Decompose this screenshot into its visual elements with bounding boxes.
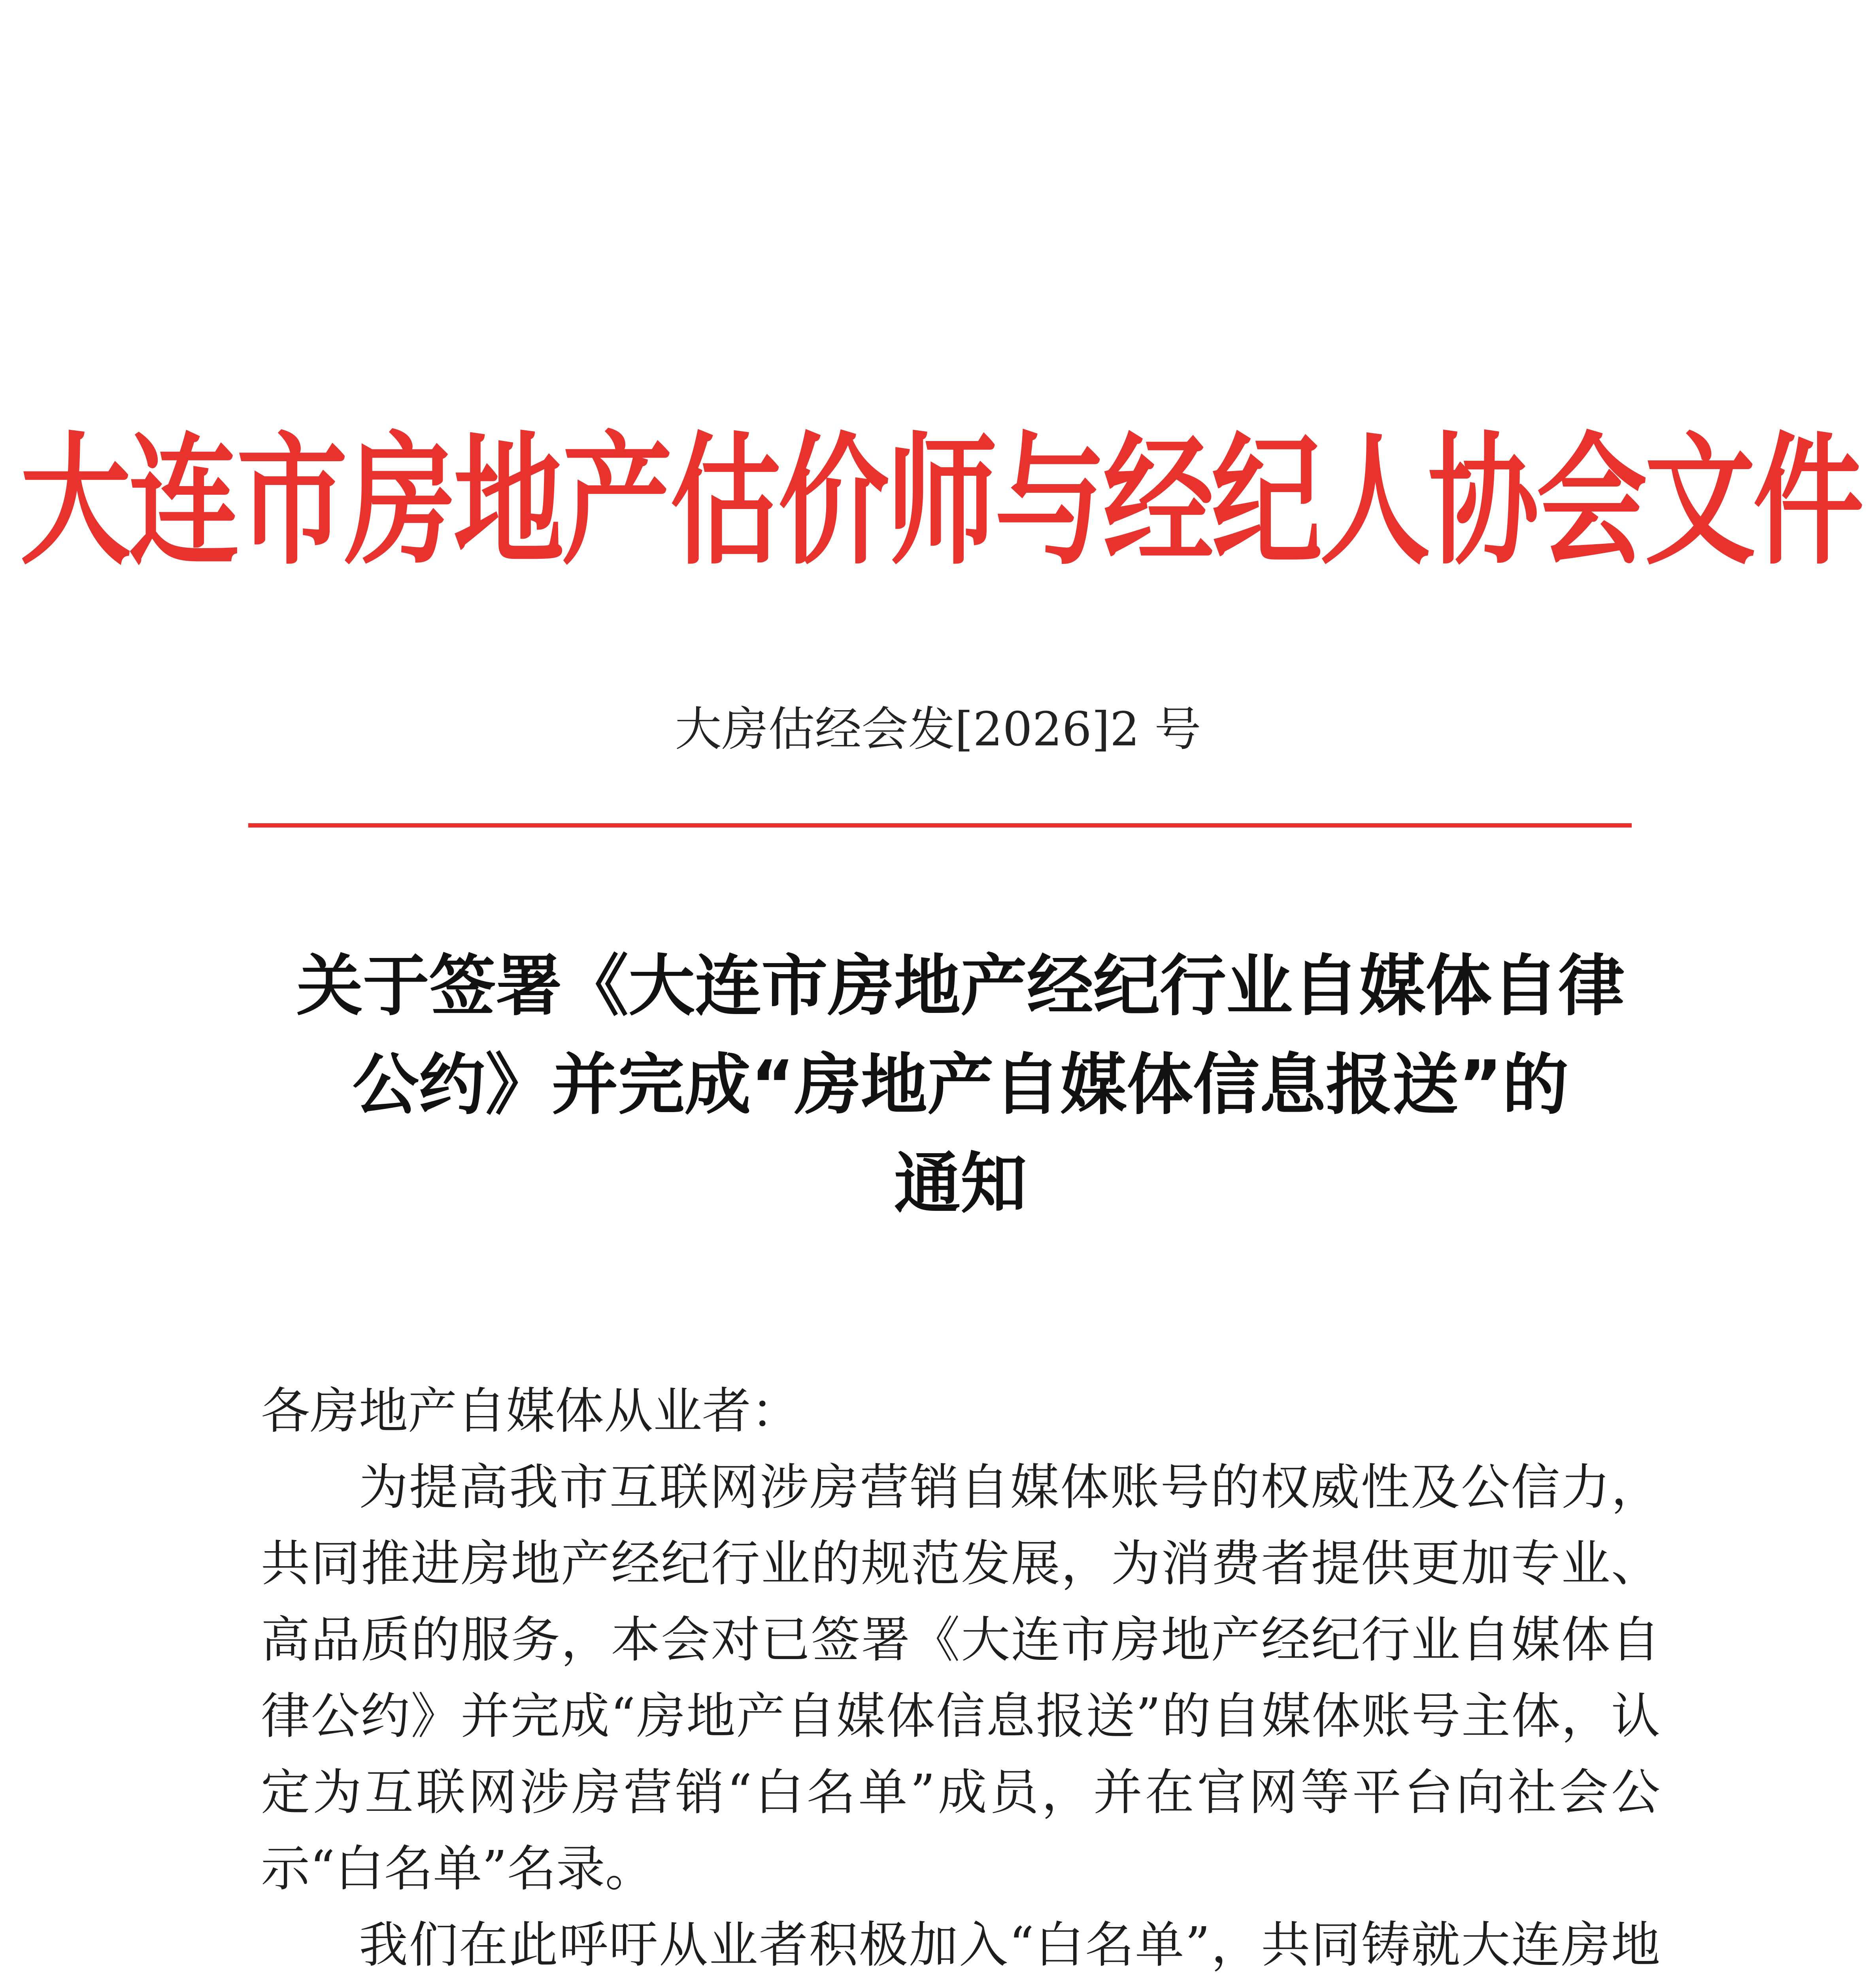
notice-body [261,1373,1660,1976]
notice-title-line: 关于签署《大连市房地产经纪行业自媒体自律 [296,947,1625,1025]
salutation: 各房地产自媒体从业者： [261,1383,800,1440]
notice-title [245,937,1676,1233]
document-number: 大房估经会发[2026]2 号 [675,702,1201,756]
body-paragraph: 为提高我市互联网涉房营销自媒体账号的权威性及公信力，共同推进房地产经纪行业的规范发展，为消费者提供更加专业、高品质的服务，本会对已签署《大连市房地产经纪行业自媒体自律公约》并完成“房地产自媒体信息报送”的自媒体账号主体，认定为互联网涉房营销“白名单”成员，并在官网等平台向社会公示“白名单”名录。 [261,1459,1660,1897]
notice-title-line: 公约》并完成“房地产自媒体信息报送”的 [352,1046,1569,1124]
issuing-organization-title: 大连市房地产估价师与经纪人协会文件 [20,419,1861,585]
body-paragraph: 我们在此呼吁从业者积极加入“白名单”，共同铸就大连房地 [359,1917,1660,1974]
red-divider-line [248,823,1632,828]
notice-title-line: 通知 [894,1145,1027,1222]
